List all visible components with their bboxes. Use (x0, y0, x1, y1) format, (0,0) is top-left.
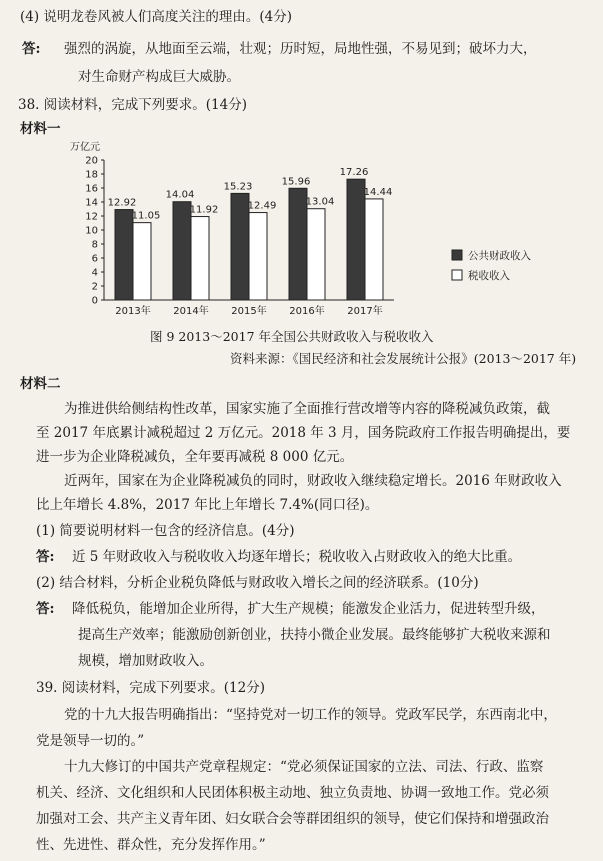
m2-p1-line1: 为推进供给侧结构性改革，国家实施了全面推行营改增等内容的降税减负政策，截 (64, 401, 550, 417)
y-tick-label: 16 (85, 183, 98, 195)
bar-tax-revenue (249, 213, 267, 300)
m2-p1-line2: 至 2017 年底累计减税超过 2 万亿元。2018 年 3 月，国务院政府工作报告明确提出，要 (36, 425, 571, 441)
x-tick-label: 2016年 (289, 306, 325, 317)
q39-p2-line3: 加强对工会、共产主义青年团、妇女联合会等群团组织的领导，使它们保持和增强政治 (36, 811, 549, 827)
q37-answer-line2: 对生命财产构成巨大威胁。 (78, 69, 240, 85)
y-tick-label: 14 (85, 197, 98, 209)
q38-sub2: (2) 结合材料，分析企业税负降低与财政收入增长之间的经济联系。(10分) (36, 575, 479, 591)
m2-p2-line1: 近两年，国家在为企业降税减负的同时，财政收入继续稳定增长。2016 年财政收入 (64, 473, 562, 489)
q39-p1-line1: 党的十九大报告明确指出：“坚持党对一切工作的领导。党政军民学，东西南北中， (64, 707, 557, 723)
bar-fiscal-revenue (231, 193, 249, 300)
legend-swatch (452, 250, 462, 260)
q39-p1-line2: 党是领导一切的。” (36, 733, 145, 749)
y-tick-label: 6 (91, 253, 98, 265)
bar-fiscal-revenue (173, 202, 191, 300)
y-tick-label: 12 (85, 211, 98, 223)
data-label: 17.26 (339, 167, 369, 179)
y-tick-label: 0 (91, 295, 98, 307)
bar-tax-revenue (307, 209, 325, 300)
q37-sub4: (4) 说明龙卷风被人们高度关注的理由。(4分) (20, 9, 293, 25)
data-label: 13.04 (305, 196, 335, 208)
x-tick-label: 2015年 (231, 306, 267, 317)
y-tick-label: 18 (85, 169, 98, 181)
y-axis-title: 万亿元 (70, 142, 100, 153)
q39-p2-line1: 十九大修订的中国共产党章程规定：“党必须保证国家的立法、司法、行政、监察 (64, 759, 544, 775)
x-tick-label: 2014年 (173, 306, 209, 317)
x-tick-label: 2017年 (347, 306, 383, 317)
data-label: 11.05 (131, 210, 161, 222)
q38-answer1-label: 答: (36, 549, 55, 565)
figure-caption: 图 9 2013～2017 年全国公共财政收入与税收收入 (150, 329, 434, 344)
q38-answer2-line1: 降低税负，能增加企业所得，扩大生产规模；能激发企业活力，促进转型升级， (72, 601, 545, 617)
q39-p2-line4: 性、先进性、群众性，充分发挥作用。” (36, 837, 266, 853)
data-label: 12.49 (247, 200, 277, 212)
source-note: 资料来源：《国民经济和社会发展统计公报》(2013～2017 年) (230, 351, 577, 366)
data-label: 14.04 (165, 189, 195, 201)
bar-chart-svg (60, 140, 560, 328)
bar-tax-revenue (133, 223, 151, 300)
q37-answer-line1: 强烈的涡旋，从地面至云端，壮观；历时短，局地性强，不易见到；破坏力大， (64, 41, 537, 57)
data-label: 15.96 (281, 176, 311, 188)
y-tick-label: 8 (91, 239, 98, 251)
bar-fiscal-revenue (289, 188, 307, 300)
bar-chart (60, 140, 560, 328)
legend-label: 税收收入 (468, 270, 510, 282)
q39-title: 39. 阅读材料，完成下列要求。(12分) (36, 680, 265, 696)
bar-fiscal-revenue (115, 210, 133, 300)
data-label: 12.92 (107, 197, 137, 209)
m2-p2-line2: 比上年增长 4.8%，2017 年比上年增长 7.4%(同口径)。 (36, 497, 379, 513)
y-tick-label: 2 (91, 281, 98, 293)
q38-answer2-line2: 提高生产效率；能激励创新创业，扶持小微企业发展。最终能够扩大税收来源和 (78, 627, 551, 643)
material1-heading: 材料一 (20, 121, 61, 137)
y-tick-label: 4 (91, 267, 98, 279)
data-label: 15.23 (223, 181, 253, 193)
y-tick-label: 10 (85, 225, 98, 237)
q38-title: 38. 阅读材料，完成下列要求。(14分) (18, 97, 247, 113)
q38-answer2-label: 答: (36, 601, 55, 617)
bar-tax-revenue (365, 199, 383, 300)
data-label: 14.44 (363, 186, 393, 198)
x-tick-label: 2013年 (115, 306, 151, 317)
y-tick-label: 20 (85, 155, 98, 167)
q38-answer1: 近 5 年财政收入与税收收入均逐年增长；税收收入占财政收入的绝大比重。 (72, 549, 522, 565)
bar-tax-revenue (191, 217, 209, 300)
m2-p1-line3: 进一步为企业降税减负，全年要再减税 8 000 亿元。 (36, 449, 354, 465)
q39-p2-line2: 机关、经济、文化组织和人民团体积极主动地、独立负责地、协调一致地工作。党必须 (36, 785, 549, 801)
legend-label: 公共财政收入 (468, 250, 531, 262)
q38-sub1: (1) 简要说明材料一包含的经济信息。(4分) (36, 523, 295, 539)
q38-answer2-line3: 规模，增加财政收入。 (78, 653, 213, 669)
q37-answer-label: 答: (22, 41, 41, 57)
data-label: 11.92 (189, 204, 219, 216)
bar-fiscal-revenue (347, 179, 365, 300)
legend-swatch (452, 270, 462, 280)
material2-heading: 材料二 (20, 376, 61, 392)
